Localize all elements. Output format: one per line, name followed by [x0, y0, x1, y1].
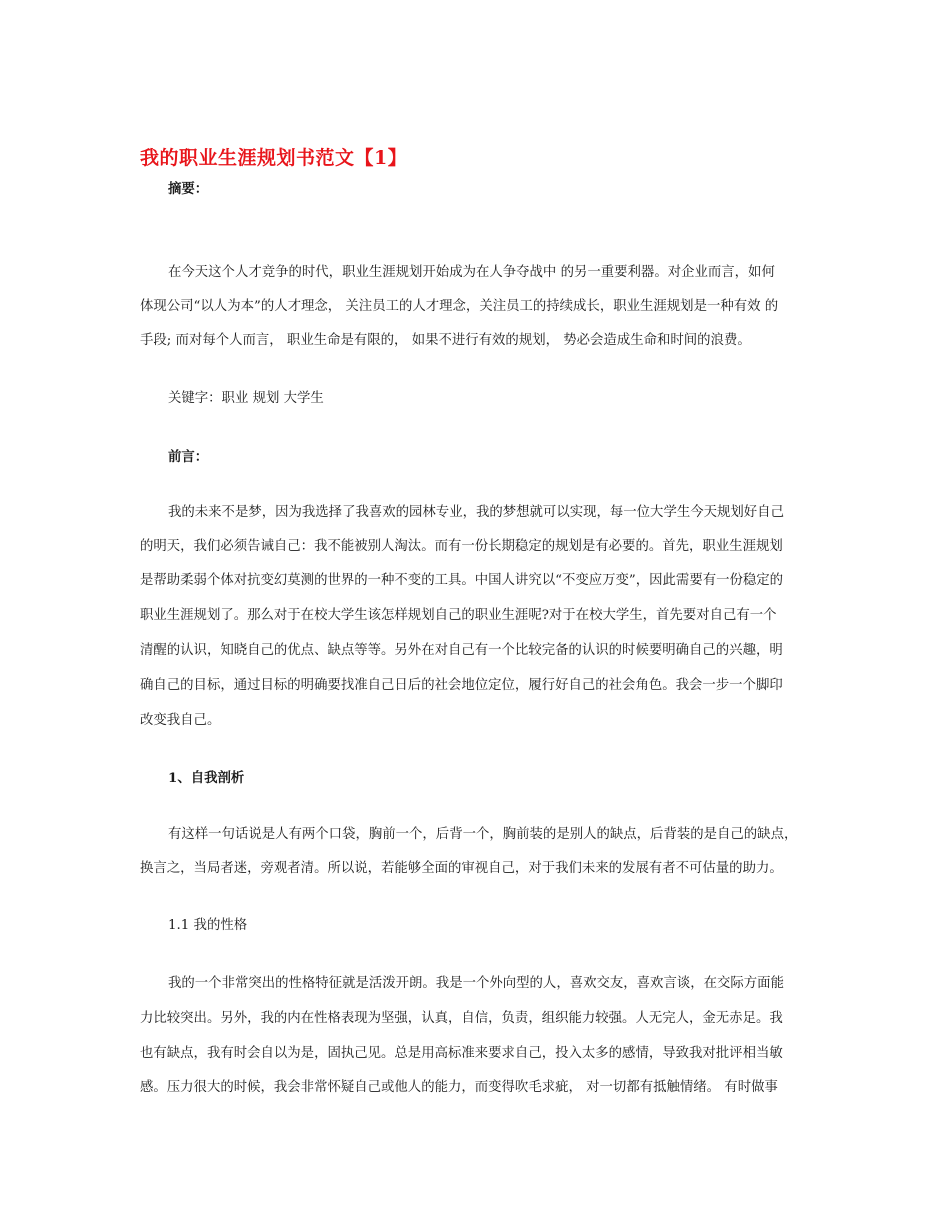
abstract-line: 在今天这个人才竞争的时代，职业生涯规划开始成为在人争夺战中 的另一重要利器。对企业而言，如何 [168, 265, 775, 280]
preface-line: 清醒的认识，知晓自己的优点、缺点等等。另外在对自己有一个比较完备的认识的时候要明确自己的兴趣，明 [140, 643, 783, 658]
abstract-line: 体现公司“以人为本”的人才理念， 关注员工的人才理念，关注员工的持续成长，职业生涯规划是一种有效 的 [140, 299, 779, 314]
section-line: 换言之，当局者迷，旁观者清。所以说，若能够全面的审视自己，对于我们未来的发展有者不可估量的助力。 [140, 861, 783, 876]
preface-line: 确自己的目标，通过目标的明确要找准自己日后的社会地位定位，履行好自己的社会角色。我会一步一个脚印 [140, 678, 783, 693]
preface-line: 职业生涯规划了。那么对于在校大学生该怎样规划自己的职业生涯呢?对于在校大学生，首先要对自己有一个 [140, 608, 777, 623]
preface-line: 是帮助柔弱个体对抗变幻莫测的世界的一种不变的工具。中国人讲究以“不变应万变”，因此需要有一份稳定的 [140, 573, 784, 588]
preface-heading: 前言： [168, 449, 209, 465]
section-line: 有这样一句话说是人有两个口袋，胸前一个，后背一个，胸前装的是别人的缺点，后背装的是自己的缺点， [168, 827, 798, 842]
preface-line: 的明天，我们必须告诫自己：我不能被别人淘汰。而有一份长期稳定的规划是有必要的。首先，职业生涯规划 [140, 539, 783, 554]
preface-line: 改变我自己。 [140, 713, 221, 728]
keywords-line: 关键字：职业 规划 大学生 [168, 391, 324, 406]
preface-line: 我的未来不是梦，因为我选择了我喜欢的园林专业，我的梦想就可以实现，每一位大学生今天规划好自己 [168, 505, 784, 520]
abstract-line: 手段; 而对每个人而言， 职业生命是有限的， 如果不进行有效的规划， 势必会造成生命和时间的浪费。 [140, 333, 751, 348]
document-title: 我的职业生涯规划书范文【1】 [140, 147, 408, 169]
abstract-heading: 摘要： [168, 181, 209, 197]
section-heading: 1、自我剖析 [168, 770, 245, 786]
subsection-heading: 1.1 我的性格 [168, 918, 248, 933]
subsection-line: 力比较突出。另外，我的内在性格表现为坚强，认真，自信，负责，组织能力较强。人无完人，金无赤足。我 [140, 1011, 783, 1026]
subsection-line: 感。压力很大的时候，我会非常怀疑自己或他人的能力，而变得吹毛求疵， 对一切都有抵触情绪。 有时做事 [140, 1080, 778, 1095]
subsection-line: 也有缺点，我有时会自以为是，固执己见。总是用高标准来要求自己，投入太多的感情，导致我对批评相当敏 [140, 1046, 783, 1061]
subsection-line: 我的一个非常突出的性格特征就是活泼开朗。我是一个外向型的人，喜欢交友，喜欢言谈，在交际方面能 [168, 976, 784, 991]
